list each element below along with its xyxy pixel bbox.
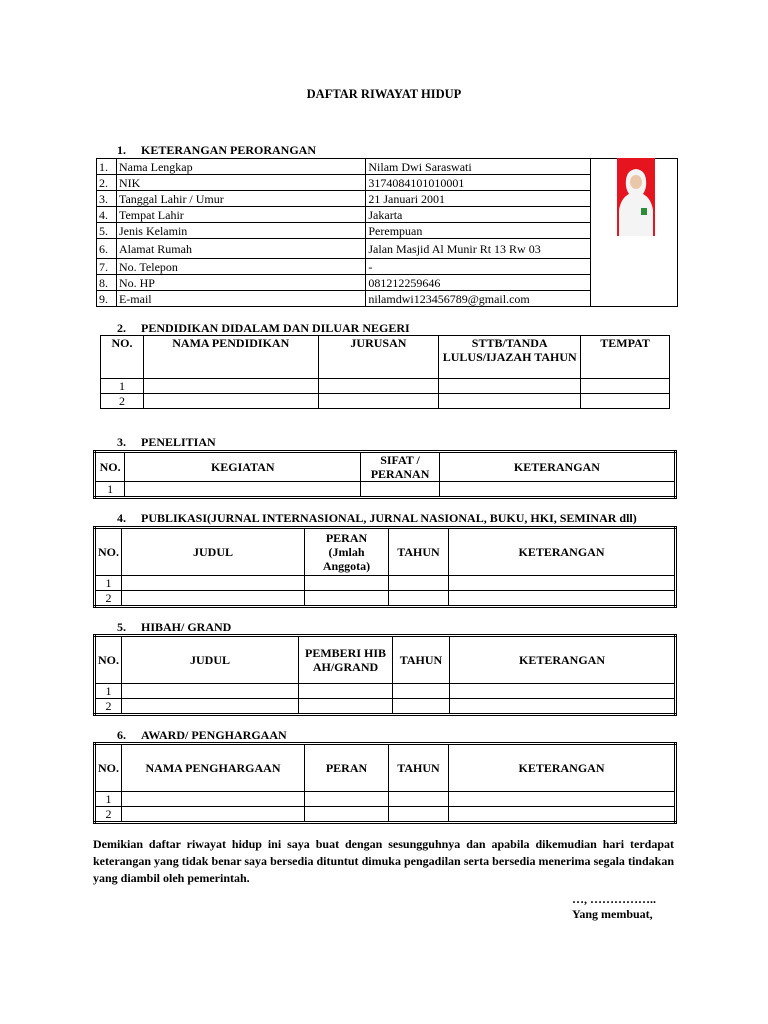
field-value: 081212259646 [366, 275, 591, 291]
field-value: Jalan Masjid Al Munir Rt 13 Rw 03 [366, 239, 591, 259]
section-title: PUBLIKASI(JURNAL INTERNASIONAL, JURNAL NASIONAL, BUKU, HKI, SEMINAR dll) [141, 511, 637, 525]
table-cell [305, 576, 389, 591]
section-title: PENELITIAN [141, 435, 216, 449]
column-header: KETERANGAN [450, 636, 676, 684]
section-1-heading [117, 143, 316, 158]
table-cell [449, 792, 676, 807]
table-cell [361, 482, 439, 498]
table-cell [305, 792, 389, 807]
field-label: Nama Lengkap [116, 159, 365, 175]
publication-table [93, 526, 677, 608]
row-number: 1 [95, 792, 122, 807]
table-header-row [95, 744, 676, 792]
table-header-row [95, 452, 676, 482]
section-2-heading [117, 321, 410, 336]
row-number: 2 [95, 807, 122, 823]
row-number: 8. [97, 275, 117, 291]
row-number: 2 [101, 394, 144, 409]
field-label: E-mail [116, 291, 365, 307]
table-row [97, 207, 678, 223]
column-header: PERAN [305, 744, 389, 792]
column-header: KETERANGAN [449, 744, 676, 792]
column-header: JURUSAN [318, 336, 439, 379]
section-number: 6. [117, 728, 126, 742]
column-header: STTB/TANDA LULUS/IJAZAH TAHUN [439, 336, 581, 379]
row-number: 2. [97, 175, 117, 191]
field-value: - [366, 259, 591, 275]
table-row [97, 275, 678, 291]
table-row [95, 807, 676, 823]
row-number: 1 [101, 379, 144, 394]
table-cell [122, 591, 305, 607]
award-table [93, 742, 677, 824]
table-cell [122, 699, 299, 715]
row-number: 5. [97, 223, 117, 239]
field-label: Alamat Rumah [116, 239, 365, 259]
column-header: TAHUN [389, 744, 449, 792]
column-header: JUDUL [122, 636, 299, 684]
section-5-heading [117, 620, 231, 635]
signature-label: Yang membuat, [572, 907, 653, 921]
column-header: TEMPAT [581, 336, 670, 379]
row-number: 2 [95, 699, 122, 715]
table-row [95, 482, 676, 498]
field-label: Tempat Lahir [116, 207, 365, 223]
row-number: 6. [97, 239, 117, 259]
row-number: 1 [95, 482, 125, 498]
column-header: PEMBERI HIBAH/GRAND [299, 636, 393, 684]
table-cell [389, 591, 449, 607]
section-number: 3. [117, 435, 126, 449]
table-row [97, 239, 678, 259]
table-row [97, 159, 678, 175]
document-title: DAFTAR RIWAYAT HIDUP [306, 87, 462, 101]
table-cell [125, 482, 361, 498]
table-cell [143, 394, 318, 409]
table-cell [450, 684, 676, 699]
table-row [95, 792, 676, 807]
row-number: 4. [97, 207, 117, 223]
column-header: NO. [95, 528, 122, 576]
field-label: Tanggal Lahir / Umur [116, 191, 365, 207]
table-cell [122, 684, 299, 699]
section-6-heading [117, 728, 287, 743]
table-cell [305, 807, 389, 823]
person-photo-icon [617, 158, 655, 236]
table-cell [450, 699, 676, 715]
table-cell [122, 576, 305, 591]
section-number: 2. [117, 321, 126, 335]
table-row [97, 291, 678, 307]
table-row [97, 191, 678, 207]
section-number: 4. [117, 511, 126, 525]
table-cell [439, 379, 581, 394]
table-cell [122, 807, 305, 823]
field-label: No. HP [116, 275, 365, 291]
field-label: NIK [116, 175, 365, 191]
row-number: 1 [95, 576, 122, 591]
section-4-heading [117, 511, 637, 526]
section-number: 5. [117, 620, 126, 634]
column-header: NAMA PENDIDIKAN [143, 336, 318, 379]
table-cell [122, 792, 305, 807]
table-cell [393, 684, 450, 699]
table-cell [439, 394, 581, 409]
grant-table [93, 634, 677, 716]
section-number: 1. [117, 143, 126, 157]
table-cell [581, 394, 670, 409]
column-header: PERAN (Jmlah Anggota) [305, 528, 389, 576]
table-cell [299, 699, 393, 715]
education-table [100, 335, 670, 409]
table-cell [318, 379, 439, 394]
column-header: NO. [95, 636, 122, 684]
field-label: No. Telepon [116, 259, 365, 275]
empty-cell [591, 259, 678, 307]
row-number: 2 [95, 591, 122, 607]
column-header: TAHUN [389, 528, 449, 576]
section-title: PENDIDIKAN DIDALAM DAN DILUAR NEGERI [141, 321, 410, 335]
table-row [97, 259, 678, 275]
section-title: KETERANGAN PERORANGAN [141, 143, 317, 157]
table-cell [449, 591, 676, 607]
place-date: …, …………….. [572, 892, 656, 906]
column-header: NO. [95, 744, 122, 792]
table-row [95, 699, 676, 715]
column-header: KEGIATAN [125, 452, 361, 482]
table-header-row [95, 528, 676, 576]
field-value: Nilam Dwi Saraswati [366, 159, 591, 175]
row-number: 9. [97, 291, 117, 307]
table-cell [389, 576, 449, 591]
row-number: 1. [97, 159, 117, 175]
table-row [95, 591, 676, 607]
table-cell [299, 684, 393, 699]
table-cell [389, 807, 449, 823]
table-row [97, 175, 678, 191]
table-header-row [101, 336, 670, 379]
section-3-heading [117, 435, 216, 450]
column-header: SIFAT / PERANAN [361, 452, 439, 482]
column-header: NAMA PENGHARGAAN [122, 744, 305, 792]
field-value: 21 Januari 2001 [366, 191, 591, 207]
table-cell [449, 807, 676, 823]
table-header-row [95, 636, 676, 684]
table-row [95, 684, 676, 699]
column-header: TAHUN [393, 636, 450, 684]
table-cell [318, 394, 439, 409]
row-number: 7. [97, 259, 117, 275]
column-header: JUDUL [122, 528, 305, 576]
table-cell [581, 379, 670, 394]
profile-photo [617, 158, 655, 236]
section-title: HIBAH/ GRAND [141, 620, 232, 634]
column-header: KETERANGAN [449, 528, 676, 576]
table-cell [393, 699, 450, 715]
table-cell [389, 792, 449, 807]
closing-statement: Demikian daftar riwayat hidup ini saya buat dengan sesungguhnya dan apabila dikemudian hari terdapat keterangan yang tidak benar saya bersedia dituntut dimuka pengadilan serta bersedia menerima segala tindakan yang diambil oleh pemerintah. [93, 837, 674, 885]
table-row [95, 576, 676, 591]
table-cell [439, 482, 675, 498]
table-cell [449, 576, 676, 591]
column-header: KETERANGAN [439, 452, 675, 482]
table-cell [305, 591, 389, 607]
field-value: Jakarta [366, 207, 591, 223]
field-label: Jenis Kelamin [116, 223, 365, 239]
column-header: NO. [101, 336, 144, 379]
table-row [101, 394, 670, 409]
section-title: AWARD/ PENGHARGAAN [141, 728, 287, 742]
research-table [93, 450, 677, 499]
field-value: nilamdwi123456789@gmail.com [366, 291, 591, 307]
row-number: 1 [95, 684, 122, 699]
table-row [101, 379, 670, 394]
field-value: Perempuan [366, 223, 591, 239]
personal-info-table [96, 158, 678, 307]
table-cell [143, 379, 318, 394]
table-row [97, 223, 678, 239]
field-value: 3174084101010001 [366, 175, 591, 191]
column-header: NO. [95, 452, 125, 482]
row-number: 3. [97, 191, 117, 207]
